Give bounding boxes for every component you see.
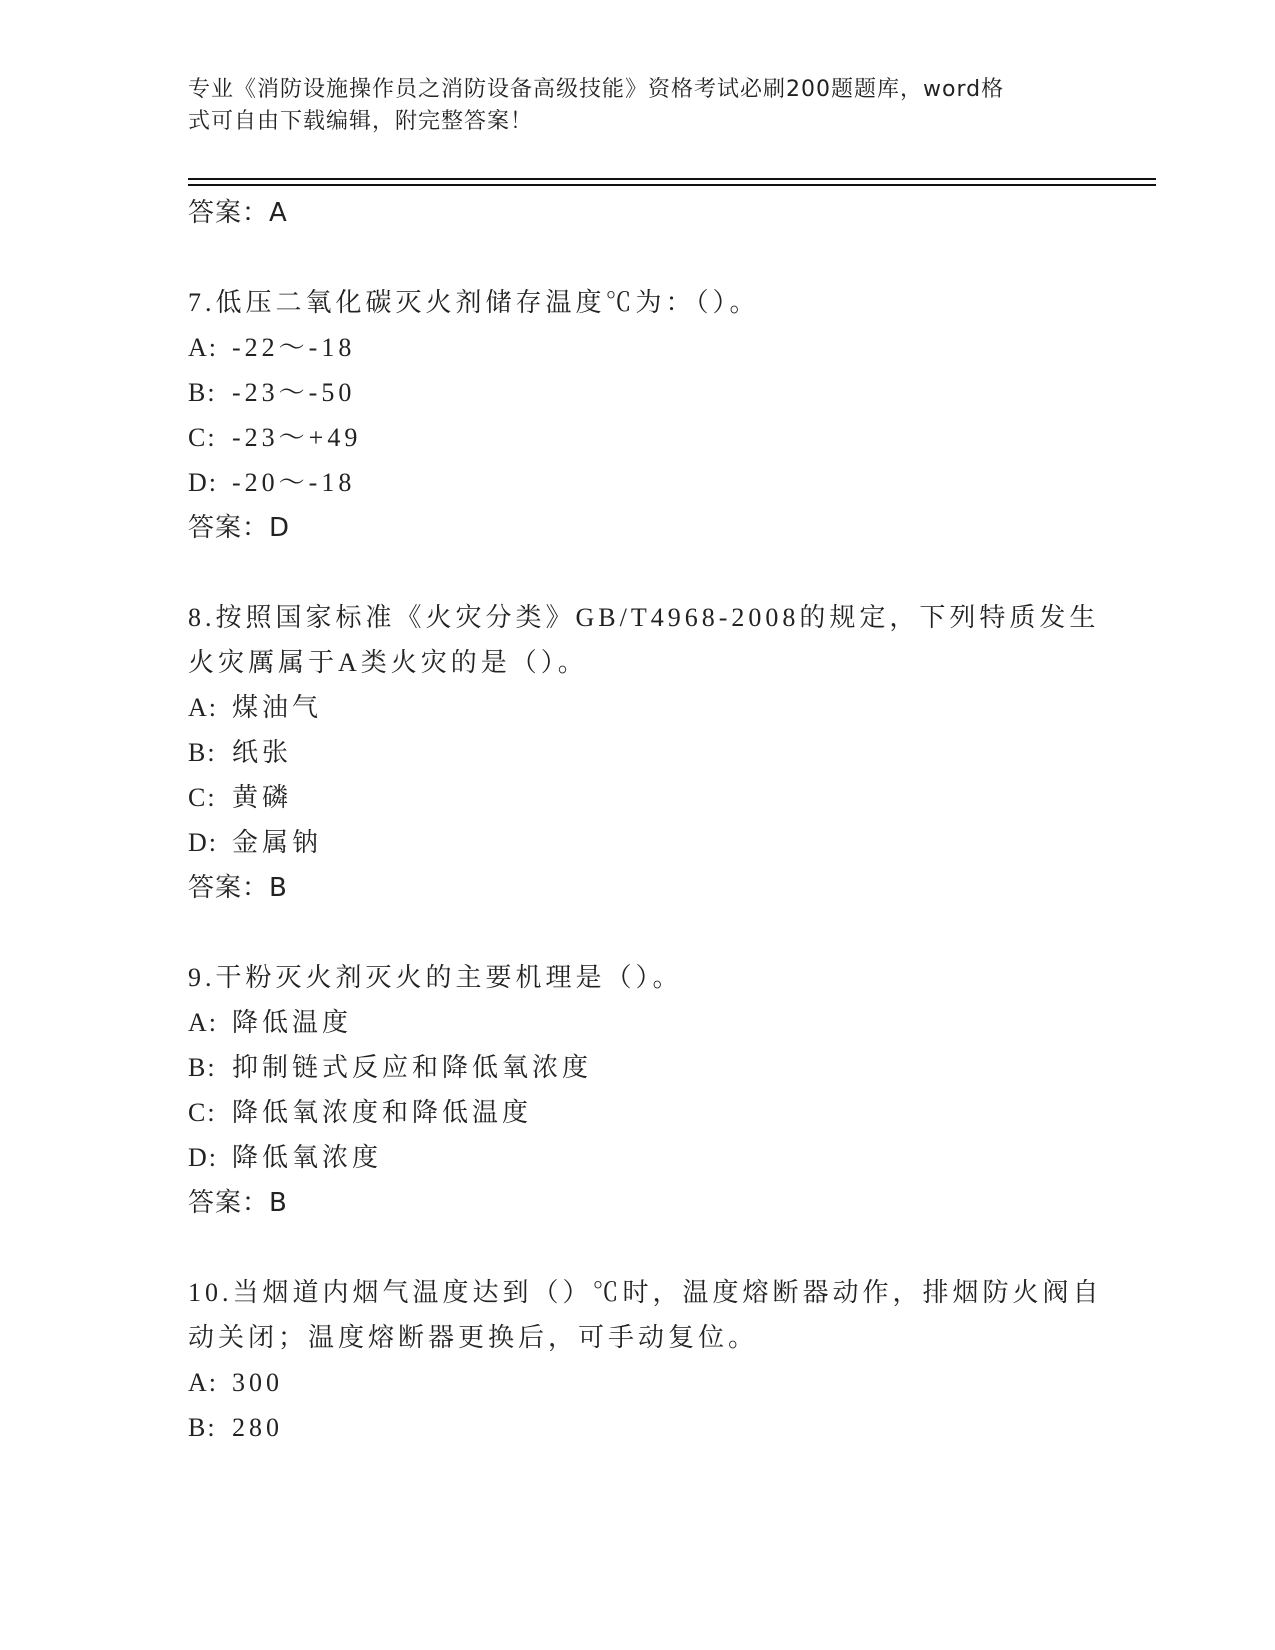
option-b <box>188 730 1108 775</box>
option-text: 降低温度 <box>232 1008 353 1037</box>
question-10 <box>188 1270 1108 1450</box>
option-c <box>188 415 1108 460</box>
option-text: 280 <box>232 1413 283 1442</box>
question-stem: 7.低压二氧化碳灭火剂储存温度℃为：（）。 <box>188 288 760 317</box>
option-key: A: <box>188 1368 218 1397</box>
option-text: 黄磷 <box>232 783 293 812</box>
question-stem: 10.当烟道内烟气温度达到（）℃时，温度熔断器动作，排烟防火阀自动关闭；温度熔断器更换后，可手动复位。 <box>188 1278 1103 1352</box>
option-key: A: <box>188 693 218 722</box>
header-rule-bottom <box>188 184 1156 186</box>
option-key: B: <box>188 1413 217 1442</box>
option-b <box>188 1045 1108 1090</box>
option-text: 纸张 <box>232 738 293 767</box>
option-text: 300 <box>232 1368 283 1397</box>
option-text: 抑制链式反应和降低氧浓度 <box>232 1053 593 1082</box>
option-d <box>188 1135 1108 1180</box>
option-text: 煤油气 <box>232 693 323 722</box>
option-key: D: <box>188 828 218 857</box>
option-key: B: <box>188 1053 217 1082</box>
answer-line: 答案：A <box>188 198 288 228</box>
option-key: D: <box>188 1143 218 1172</box>
answer-line: 答案：B <box>188 873 288 903</box>
option-text: -23～-50 <box>232 378 356 407</box>
option-a <box>188 325 1108 370</box>
option-text: -22～-18 <box>232 333 356 362</box>
option-c <box>188 775 1108 820</box>
question-9 <box>188 955 1108 1226</box>
header-line-2: 式可自由下载编辑，附完整答案！ <box>188 109 534 134</box>
option-a <box>188 685 1108 730</box>
question-8 <box>188 595 1108 911</box>
option-d <box>188 460 1108 505</box>
option-key: B: <box>188 378 217 407</box>
option-key: C: <box>188 423 217 452</box>
answer-line: 答案：D <box>188 513 291 543</box>
option-a <box>188 1000 1108 1045</box>
option-text: 降低氧浓度和降低温度 <box>232 1098 533 1127</box>
option-d <box>188 820 1108 865</box>
question-7 <box>188 280 1108 551</box>
question-list <box>188 190 1108 1450</box>
option-b <box>188 1405 1108 1450</box>
option-c <box>188 1090 1108 1135</box>
option-key: B: <box>188 738 217 767</box>
option-key: A: <box>188 1008 218 1037</box>
option-key: A: <box>188 333 218 362</box>
option-text: -23～+49 <box>232 423 362 452</box>
option-a <box>188 1360 1108 1405</box>
question-stem: 9.干粉灭火剂灭火的主要机理是（）。 <box>188 963 683 992</box>
option-text: -20～-18 <box>232 468 356 497</box>
header-rule-top <box>188 178 1156 180</box>
answer-line: 答案：B <box>188 1188 288 1218</box>
option-key: C: <box>188 1098 217 1127</box>
option-text: 降低氧浓度 <box>232 1143 383 1172</box>
option-key: D: <box>188 468 218 497</box>
option-b <box>188 370 1108 415</box>
question-stem: 8.按照国家标准《火灾分类》GB/T4968-2008的规定，下列特质发生火灾厲属于A类火灾的是（）。 <box>188 603 1100 677</box>
option-text: 金属钠 <box>232 828 323 857</box>
page-header <box>188 74 1068 138</box>
header-line-1: 专业《消防设施操作员之消防设备高级技能》资格考试必刷200题题库，word格 <box>188 77 1005 102</box>
option-key: C: <box>188 783 217 812</box>
